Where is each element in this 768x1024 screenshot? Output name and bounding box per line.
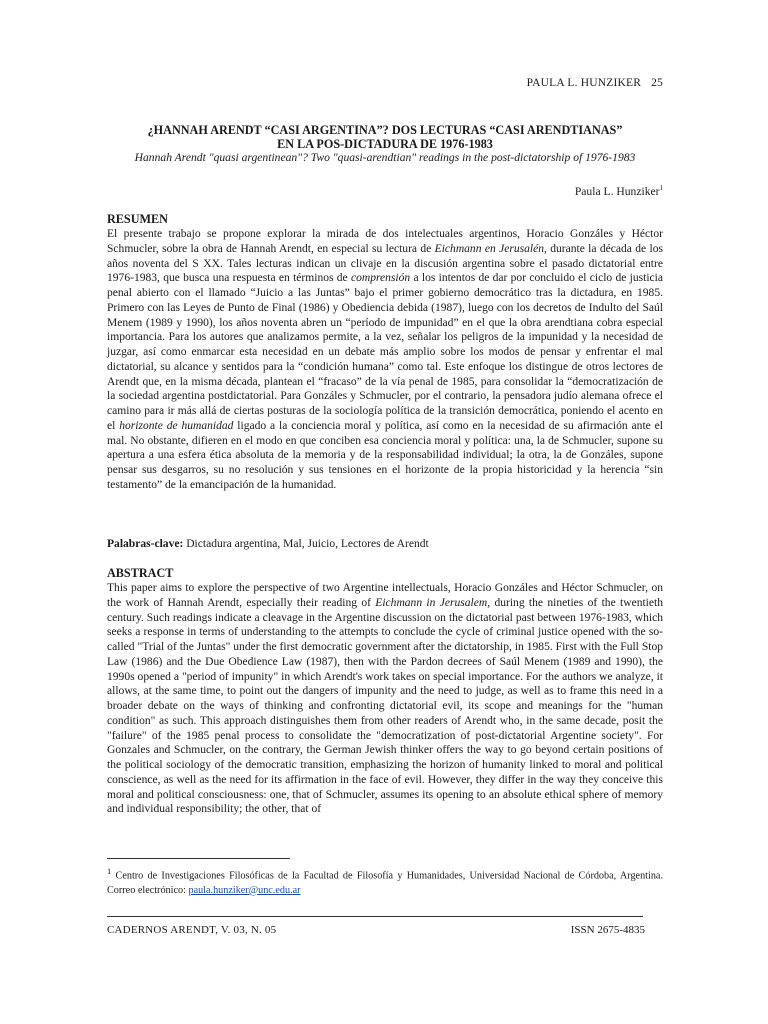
footnote-marker[interactable]: 1 <box>659 184 663 192</box>
resumen-text-3: a los intentos de dar por concluido el ciclo de justicia penal abierto con el llamado “Juicio a las Juntas” bajo el primer gobierno democrático tras la dictadura, en 1985. Primero con las Leyes de Punto de Final (1986) y Obediencia debida (1987), luego con los decretos de Indulto del Saúl Menem (1989 y 1990), los años noventa abren un “período de impunidad” en el que la obra arendtiana cobra especial importancia. Para los autores que analizamos permite, a la vez, señalar los peligros de la impunidad y la necesidad de juzgar, así como enmarcar esta necesidad en un debate más amplio sobre los modos de pensar y enfrentar el mal dictatorial, su alcance y sentidos para la “condición humana” como tal. Este enfoque los distingue de otros lectores de Arendt que, en la misma década, plantean el “fracaso” de la vía penal de 1985, para consolidar la “democratización de la sociedad argentina postdictatorial. Para Gonzáles y Schmucler, por el contrario, la pensadora judío alemana ofrece el camino para ir más allá de ciertas posturas de la sociología política de la transición democrática, poniendo el acento en el <box>107 272 663 432</box>
footnote-divider <box>107 858 290 859</box>
resumen-term: comprensión <box>350 272 411 285</box>
journal-citation: CADERNOS ARENDT, V. 03, N. 05 <box>107 924 277 936</box>
footnote-number: 1 <box>107 866 112 876</box>
author-byline <box>575 184 663 198</box>
author-email-link[interactable]: paula.hunziker@unc.edu.ar <box>188 884 301 896</box>
resumen-text-4: ligado a la conciencia moral y política, así como en la necesidad de su afirmación ante el mal. No obstante, difieren en el modo en que conciben esa conciencia moral y política: una, la de Schmucler, supone su apertura a una esfera ética absoluta de la memoria y de la responsabilidad individual; la otra, la de Gonzáles, supone pensar sus desgarros, su no resolución y sus tensiones en el horizonte de la propia historicidad y la herencia “sin testamento” de la emancipación de la humanidad. <box>107 419 663 491</box>
abstract-book-title: Eichmann in Jerusalem, <box>375 596 491 609</box>
keywords-label: Palabras-clave: <box>107 538 184 550</box>
resumen-book-title: Eichmann en Jerusalén, <box>434 242 547 255</box>
resumen-term-2: horizonte de humanidad <box>119 419 234 432</box>
resumen-text-1: El presente trabajo se propone explorar la mirada de dos intelectuales argentinos, Horacio Gonzáles y Héctor Schmucler, sobre la obra de Hannah Arendt, en especial su lectura de <box>107 228 663 255</box>
article-title-line-1: ¿HANNAH ARENDT “CASI ARGENTINA”? DOS LECTURAS “CASI ARENDTIANAS” <box>147 123 623 137</box>
footnote-text: Centro de Investigaciones Filosóficas de la Facultad de Filosofía y Humanidades, Universidad Nacional de Córdoba, Argentina. Correo electrónico: <box>107 870 663 896</box>
title-block <box>107 123 663 165</box>
running-header-author: PAULA L. HUNZIKER <box>526 77 642 89</box>
footer-divider <box>107 916 643 917</box>
keywords-line <box>107 538 429 550</box>
page-number: 25 <box>651 77 663 89</box>
running-header <box>527 77 663 89</box>
resumen-heading: RESUMEN <box>107 212 168 226</box>
abstract-heading: ABSTRACT <box>107 566 174 580</box>
article-title-line-2: EN LA POS-DICTADURA DE 1976-1983 <box>277 137 493 151</box>
author-name: Paula L. Hunziker <box>574 184 660 198</box>
resumen-text-2: durante la década de los años noventa del S XX. Tales lecturas indican un clivaje en la discusión argentina sobre el pasado dictatorial entre 1976-1983, que busca una respuesta en términos de <box>107 242 663 285</box>
abstract-text-2: during the nineties of the twentieth century. Such readings indicate a cleavage in the Argentine discussion on the dictatorial past between 1976-1983, which seeks a response in terms of understanding to the attempts to conclude the cycle of criminal justice opened with the so-called "Trial of the Juntas" under the first democratic government after the dictatorship, in 1985. First with the Full Stop Law (1986) and the Due Obedience Law (1987), then with the Pardon decrees of Saúl Menem (1989 and 1990), the 1990s opened a "period of impunity" in which Arendt's work takes on special importance. For the authors we analyze, it allows, at the same time, to point out the dangers of impunity and the need to judge, as well as to frame this need in a broader debate on the ways of thinking and confronting dictatorial evil, its scope and meanings for the "human condition" as such. This approach distinguishes them from other readers of Arendt who, in the same decade, posit the "failure" of the 1985 penal process to consolidate the "democratization of post-dictatorial Argentine society". For Gonzales and Schmucler, on the contrary, the German Jewish thinker offers the way to go beyond certain positions of the political sociology of the democratic transition, emphasizing the horizon of humanity linked to moral and political conscience, as well as the need for its affirmation in the face of evil. However, they differ in the way they conceive this moral and political consciousness: one, that of Schmucler, assumes its opening to an absolute ethical sphere of memory and individual responsibility; the other, that of <box>107 596 663 816</box>
footnote <box>107 864 663 898</box>
article-title-english: Hannah Arendt "quasi argentinean"? Two "quasi-arendtian" readings in the post-dictatorship of 1976-1983 <box>134 151 636 164</box>
abstract-paragraph <box>107 581 663 817</box>
keywords-text: Dictadura argentina, Mal, Juicio, Lectores de Arendt <box>183 538 429 550</box>
issn: ISSN 2675-4835 <box>570 924 645 936</box>
abstract-text-1: This paper aims to explore the perspective of two Argentine intellectuals, Horacio Gonzáles and Héctor Schmucler, on the work of Hannah Arendt, especially their reading of <box>107 582 663 609</box>
resumen-paragraph <box>107 227 663 493</box>
